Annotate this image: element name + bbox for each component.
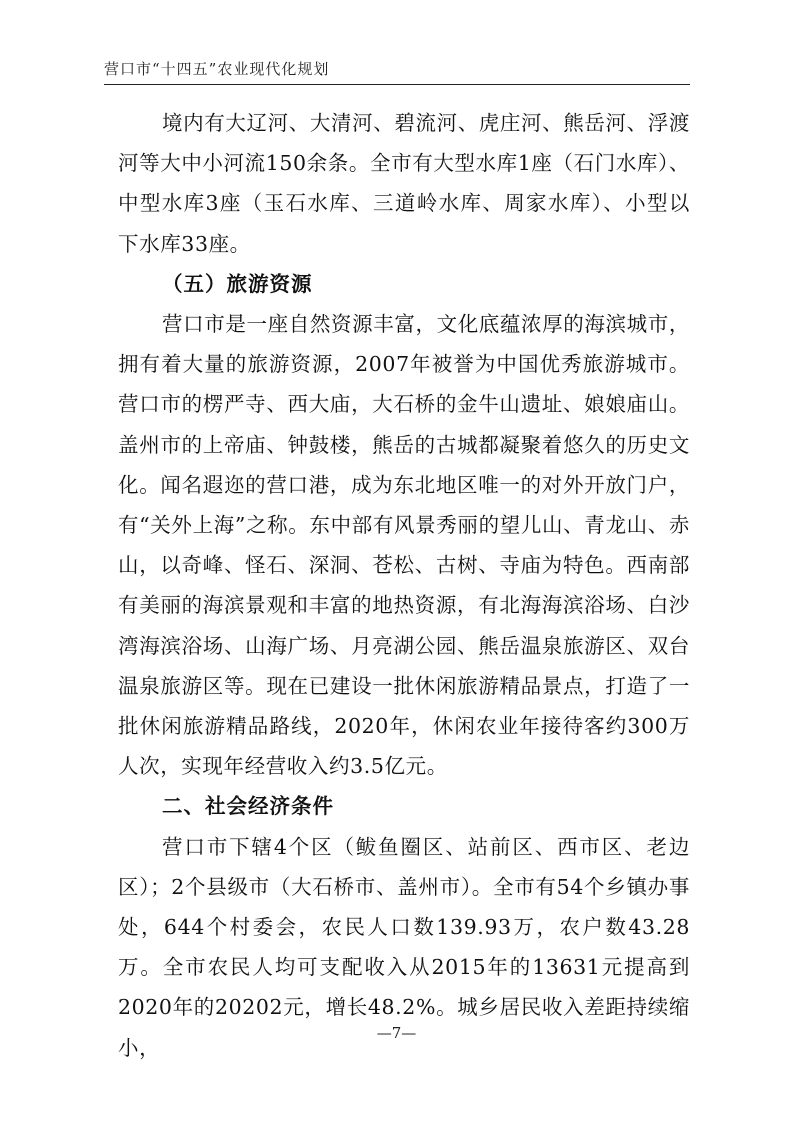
document-body	[118, 103, 690, 1068]
header-rule	[104, 84, 690, 85]
page-number: —7—	[376, 1024, 417, 1042]
paragraph-socioeconomic: 营口市下辖4个区（鲅鱼圈区、站前区、西市区、老边区）；2个县级市（大石桥市、盖州市）。全市有54个乡镇办事处，644个村委会，农民人口数139.93万，农户数43.28万。全市农民人均可支配收入从2015年的13631元提高到2020年的20202元，增长48.2%。城乡居民收入差距持续缩小，	[118, 834, 690, 1060]
heading-socioeconomic-conditions: 二、社会经济条件	[162, 794, 334, 819]
paragraph-rivers: 境内有大辽河、大清河、碧流河、虎庄河、熊岳河、浮渡河等大中小河流150余条。全市有大型水库1座（石门水库）、中型水库3座（玉石水库、三道岭水库、周家水库）、小型以下水库33座。	[118, 111, 690, 256]
paragraph-tourism: 营口市是一座自然资源丰富，文化底蕴浓厚的海滨城市，拥有着大量的旅游资源，2007年被誉为中国优秀旅游城市。营口市的楞严寺、西大庙，大石桥的金牛山遗址、娘娘庙山。盖州市的上帝庙、钟鼓楼，熊岳的古城都凝聚着悠久的历史文化。闻名遐迩的营口港，成为东北地区唯一的对外开放门户，有“关外上海”之称。东中部有风景秀丽的望儿山、青龙山、赤山，以奇峰、怪石、深洞、苍松、古树、寺庙为特色。西南部有美丽的海滨景观和丰富的地热资源，有北海海滨浴场、白沙湾海滨浴场、山海广场、月亮湖公园、熊岳温泉旅游区、双台温泉旅游区等。现在已建设一批休闲旅游精品景点，打造了一批休闲旅游精品路线，2020年，休闲农业年接待客约300万人次，实现年经营收入约3.5亿元。	[118, 312, 690, 779]
running-header: 营口市“十四五”农业现代化规划	[104, 60, 330, 78]
heading-tourism-resources: （五）旅游资源	[162, 271, 313, 296]
